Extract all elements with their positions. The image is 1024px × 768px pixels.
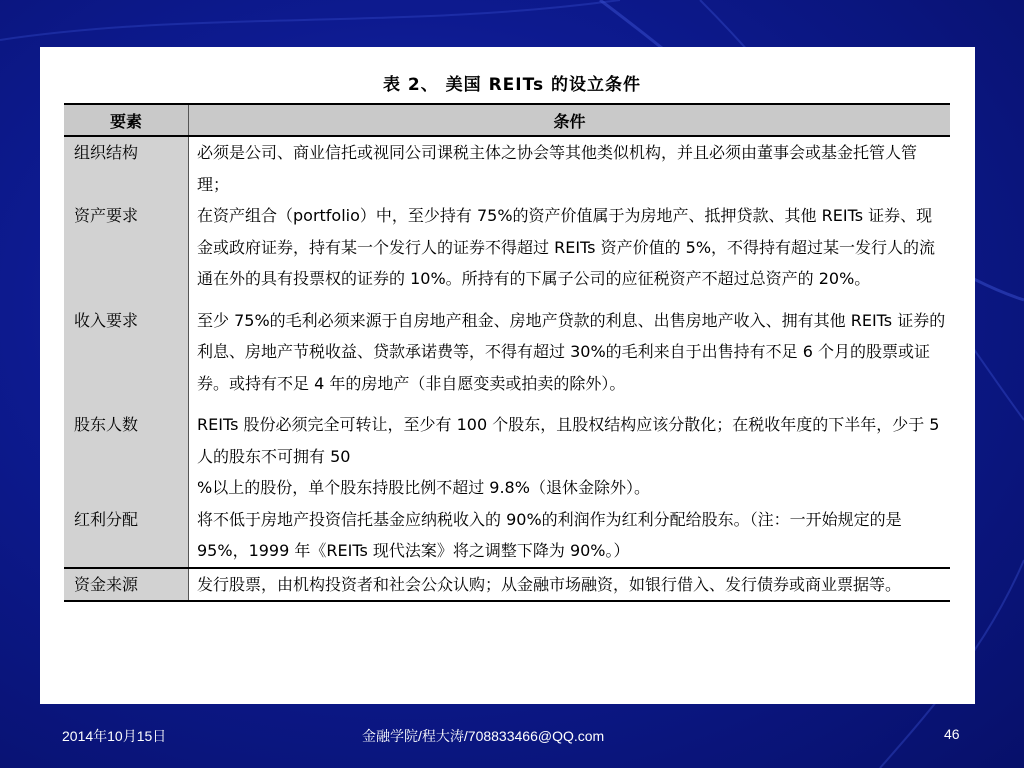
table-row: [64, 409, 950, 504]
row-key: 红利分配: [64, 504, 189, 568]
header-condition: 条件: [189, 104, 951, 136]
row-key: 股东人数: [64, 409, 189, 504]
footer-author: 金融学院/程大涛/708833466@QQ.com: [362, 728, 605, 744]
table-row: [64, 136, 950, 200]
row-text: [189, 200, 951, 305]
row-text: [189, 305, 951, 410]
row-text-continued: %以上的股份，单个股东持股比例不超过 9.8%（退休金除外）。: [197, 478, 650, 497]
row-text-content: REITs 股份必须完全可转让，至少有 100 个股东，且股权结构应该分散化；在税收年度的下半年，少于 5 人的股东不可拥有 50: [197, 415, 940, 466]
reits-requirements-table: [64, 103, 950, 602]
table-row: [64, 200, 950, 305]
page-number: 46: [944, 726, 960, 742]
table-row: [64, 568, 950, 602]
row-text: 必须是公司、商业信托或视同公司课税主体之协会等其他类似机构，并且必须由董事会或基金托管人管理；: [189, 136, 951, 200]
footer-date: 2014年10月15日: [62, 728, 167, 744]
table-row: [64, 305, 950, 410]
row-text: 发行股票，由机构投资者和社会公众认购；从金融市场融资，如银行借入、发行债券或商业票据等。: [189, 568, 951, 602]
row-text: 将不低于房地产投资信托基金应纳税收入的 90%的利润作为红利分配给股东。（注：一开始规定的是 95%，1999 年《REITs 现代法案》将之调整下降为 90%。）: [197, 509, 902, 560]
table-header-row: [64, 104, 950, 136]
row-key: 资金来源: [64, 568, 189, 602]
table-row: [64, 504, 950, 568]
row-text-content: 至少 75%的毛利必须来源于自房地产租金、房地产贷款的利息、出售房地产收入、拥有其他 REITs 证券的利息、房地产节税收益、贷款承诺费等，不得有超过 30%的毛利来自于出售持有不足 6 个月的股票或证券。或持有不足 4 年的房地产（非自愿变卖或拍卖的除外）。: [197, 310, 946, 393]
table-title: 表 2、 美国 REITs 的设立条件: [383, 75, 641, 95]
row-key: 组织结构: [64, 136, 189, 200]
row-text: [189, 409, 951, 504]
row-text-content: 在资产组合（portfolio）中，至少持有 75%的资产价值属于为房地产、抵押贷款、其他 REITs 证券、现金或政府证券，持有某一个发行人的证券不得超过 REITs 资产价值的 5%，不得持有超过某一发行人的流通在外的具有投票权的证券的 10%。所持有的下属子公司的应征税资产不超过总资产的 20%。: [197, 206, 936, 288]
row-key: 收入要求: [64, 305, 189, 410]
header-key: 要素: [64, 104, 189, 136]
row-key: 资产要求: [64, 200, 189, 305]
